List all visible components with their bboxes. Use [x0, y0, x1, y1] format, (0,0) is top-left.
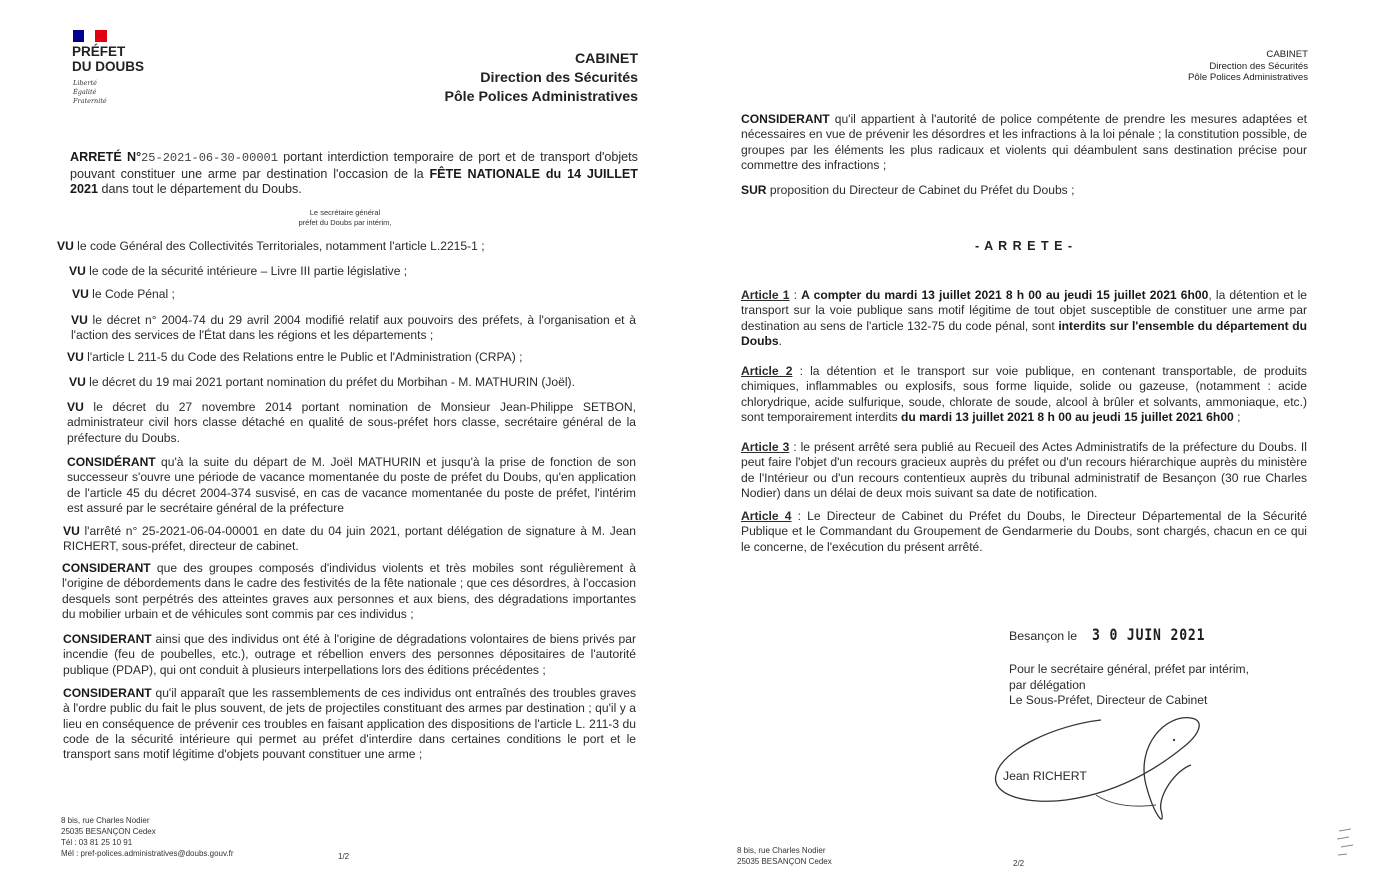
scan-mark: [1331, 825, 1361, 865]
header-cabinet: CABINET: [574, 51, 638, 67]
recital-text: que des groupes composés d'individus violents et très mobiles sont régulièrement à l'origine de débordements dans le cadre des festivités de la fête nationale ; que ces désordres, à l'occasion desquels sont perpétrés des atteintes graves aux personnes et aux biens, des dégradations importantes du mobilier urbain et de véhicules sont commis par ces individus ;: [62, 561, 636, 621]
recital-lead: VU: [57, 239, 74, 253]
recital-lead: VU: [72, 287, 89, 301]
recital-lead: CONSIDERANT: [62, 561, 151, 575]
recital-text: le décret du 27 novembre 2014 portant nomination de Monsieur Jean-Philippe SETBON, administrateur civil hors classe détaché en qualité de sous-préfet hors classe, secrétaire général de la préfecture du Doubs.: [67, 400, 636, 445]
page2-number: 2/2: [1013, 859, 1025, 868]
article-separator: :: [791, 509, 808, 523]
page2-footer-address: 8 bis, rue Charles Nodier 25035 BESANÇON Cedex: [737, 846, 832, 866]
recital-text: le Code Pénal ;: [88, 287, 175, 301]
decree-fete: FÊTE NATIONALE du 14 JUILLET 2021: [70, 166, 638, 196]
recital-lead: VU: [69, 264, 86, 278]
article-text: la détention et le transport sur voie publique, en contenant transportable, de produits chimiques, inflammables ou explosifs, sous forme liquide, solide ou gazeuse, (notamment : acide chlorydrique, acide sulfurique, soude, chlorate de soude, alcool à brûler et solvants, ammoniaque, etc.) sont temporairement interdits: [741, 364, 1307, 424]
recital-paragraph: [57, 239, 636, 254]
date-stamp: 3 0 JUIN 2021: [1092, 625, 1206, 644]
signature-block: Pour le secrétaire général, préfet par intérim, par délégation Le Sous-Préfet, Directeur de Cabinet: [1009, 662, 1249, 707]
recital-paragraph: [63, 632, 636, 678]
signer-name: Jean RICHERT: [1003, 769, 1087, 783]
article-bold-clause: du mardi 13 juillet 2021 8 h 00 au jeudi 15 juillet 2021 6h00: [900, 409, 1234, 424]
header-direction: Direction des Sécurités: [480, 70, 638, 86]
department-header-small: [1188, 49, 1308, 84]
decree-prefix: ARRETÉ N°: [70, 150, 142, 164]
recital-text: le code Général des Collectivités Territoriales, notamment l'article L.2215-1 ;: [73, 239, 485, 253]
recital-text: le code de la sécurité intérieure – Livre III partie législative ;: [85, 264, 408, 278]
recital-lead: VU: [67, 350, 84, 364]
article-end: ;: [1233, 409, 1241, 424]
article-3: [741, 440, 1307, 501]
recital-text: ainsi que des individus ont été à l'origine de dégradations volontaires de biens privés par incendie (feu de poubelles, etc.), outrage et rébellion envers des personnes dépositaires de l'autorité publique (PDAP), qui ont conduit à plusieurs interpellations lors des éditions précédentes ;: [63, 632, 636, 677]
recital-paragraph: [67, 400, 636, 446]
article-separator: :: [789, 440, 801, 454]
considerant-lead: CONSIDERANT: [741, 112, 830, 126]
document-page-2: [693, 0, 1386, 881]
article-separator: :: [789, 288, 802, 302]
decree-title: [70, 150, 638, 198]
decree-title-text-1: portant interdiction temporaire de port et de transport d'objets pouvant constituer une arme par destination l'occasion de la: [70, 150, 638, 181]
article-text: le présent arrêté sera publié au Recueil des Actes Administratifs de la préfecture du Doubs. Il peut faire l'objet d'un recours gracieux auprès du préfet ou d'un recours hiérarchique auprès du ministère de l'Intérieur ou d'un recours contentieux auprès du tribunal administratif de Besançon (30 rue Charles Nodier) dans un délai de deux mois suivant sa date de notification.: [741, 440, 1307, 500]
article-label: Article 1: [741, 288, 790, 302]
recital-text: le décret du 19 mai 2021 portant nomination du préfet du Morbihan - M. MATHURIN (Joël).: [85, 375, 575, 389]
page1-number: 1/2: [338, 852, 350, 861]
decree-title-text-2: dans tout le département du Doubs.: [98, 182, 302, 196]
signing-authority: Le secrétaire général préfet du Doubs par intérim,: [298, 208, 392, 227]
arrete-heading: - A R R E T E -: [974, 239, 1074, 253]
final-considerant: [741, 112, 1307, 173]
recital-paragraph: [63, 686, 636, 762]
article-4: [741, 509, 1307, 555]
recital-text: qu'à la suite du départ de M. Joël MATHURIN et jusqu'à la prise de fonction de son successeur s'ouvre une période de vacance momentanée du poste de préfet du Doubs, qu'en application de l'article 45 du décret 2004-374 susvisé, en cas de vacance momentanée du poste de préfet, l'intérim est assuré par le secrétaire général de la préfecture: [67, 455, 636, 515]
recital-paragraph: [62, 561, 636, 622]
recital-paragraph: [69, 264, 636, 279]
recital-text: l'article L 211-5 du Code des Relations entre le Public et l'Administration (CRPA) ;: [83, 350, 523, 364]
considerant-text: qu'il appartient à l'autorité de police compétente de prendre les mesures adaptées et nécessaires en vue de prévenir les désordres et les infractions à la loi pénale ; la constitution possible, de groupes par les éléments les plus radicaux et violents qui déambulent sans destination précise pour commettre des infractions ;: [741, 112, 1307, 172]
department-header: [445, 50, 638, 107]
recital-lead: VU: [71, 313, 88, 327]
sur-text: proposition du Directeur de Cabinet du Préfet du Doubs ;: [766, 183, 1075, 197]
recital-lead: VU: [69, 375, 86, 389]
recital-lead: CONSIDERANT: [63, 632, 152, 646]
recital-text: l'arrêté n° 25-2021-06-04-00001 en date du 04 juin 2021, portant délégation de signature à M. Jean RICHERT, sous-préfet, directeur de cabinet.: [63, 524, 636, 554]
article-label: Article 4: [741, 509, 792, 523]
article-label: Article 3: [741, 440, 790, 454]
recital-lead: VU: [63, 524, 80, 538]
marianne-flag-logo: [73, 30, 107, 42]
recital-paragraph: [67, 455, 636, 516]
article-text: , la détention et le transport sur la voie publique sans motif légitime de tout objet susceptible de constituer une arme par destination au sens de l'article 132-75 du code pénal, sont: [741, 288, 1307, 333]
handwritten-decree-number: 25-2021-06-30-00001: [141, 151, 278, 165]
article-label: Article 2: [741, 364, 793, 378]
sur-lead: SUR: [741, 183, 767, 197]
header-direction-small: Direction des Sécurités: [1209, 60, 1308, 72]
proposal-line: [741, 183, 1307, 198]
recital-text: qu'il apparaît que les rassemblements de ces individus ont entraînés des troubles graves à l'ordre public du fait le plus souvent, de jets de projectiles constituant des armes par destination ; qu'il y a lieu en conséquence de prévenir ces troubles en faisant application des dispositions de l'article L. 211-3 du code de la sécurité intérieure qui permet au préfet d'interdire dans certaines conditions le port et le transport sans motif légitime d'objets pouvant constituer une arme ;: [63, 686, 636, 762]
recital-lead: CONSIDERANT: [63, 686, 152, 700]
signature-place: Besançon le: [1009, 629, 1078, 643]
prefecture-brand: PRÉFET DU DOUBS: [72, 44, 145, 74]
article-end: .: [778, 333, 782, 348]
recital-paragraph: [63, 524, 636, 555]
article-bold-period: A compter du mardi 13 juillet 2021 8 h 00 au jeudi 15 juillet 2021 6h00: [801, 288, 1209, 302]
article-text: Le Directeur de Cabinet du Préfet du Doubs, le Directeur Départemental de la Sécurité Publique et le Commandant du Groupement de Gendarmerie du Doubs, sont chargés, chacun en ce qui le concerne, de l'exécution du présent arrêté.: [741, 509, 1307, 554]
recital-text: le décret n° 2004-74 du 29 avril 2004 modifié relatif aux pouvoirs des préfets, à l'organisation et à l'action des services de l'État dans les régions et les départements ;: [71, 313, 636, 343]
header-pole: Pôle Polices Administratives: [444, 89, 638, 105]
recital-lead: CONSIDÉRANT: [67, 455, 156, 469]
article-1: [741, 288, 1307, 349]
recital-paragraph: [71, 313, 636, 344]
article-separator: :: [792, 364, 811, 378]
recital-lead: VU: [67, 400, 84, 414]
recital-paragraph: [72, 287, 636, 302]
page1-footer-address: 8 bis, rue Charles Nodier 25035 BESANÇON Cedex Tél : 03 81 25 10 91 Mél : pref-polices.administratives@doubs.gouv.fr: [61, 816, 234, 858]
header-cabinet-small: CABINET: [1266, 49, 1308, 60]
handwritten-signature: [986, 690, 1316, 835]
header-pole-small: Pôle Polices Administratives: [1188, 72, 1308, 83]
recital-paragraph: [69, 375, 636, 390]
article-2: [741, 364, 1307, 425]
republic-motto: Liberté Égalité Fraternité: [73, 79, 107, 105]
recital-paragraph: [67, 350, 636, 365]
article-bold-clause: interdits sur l'ensemble du département du Doubs: [741, 318, 1307, 348]
